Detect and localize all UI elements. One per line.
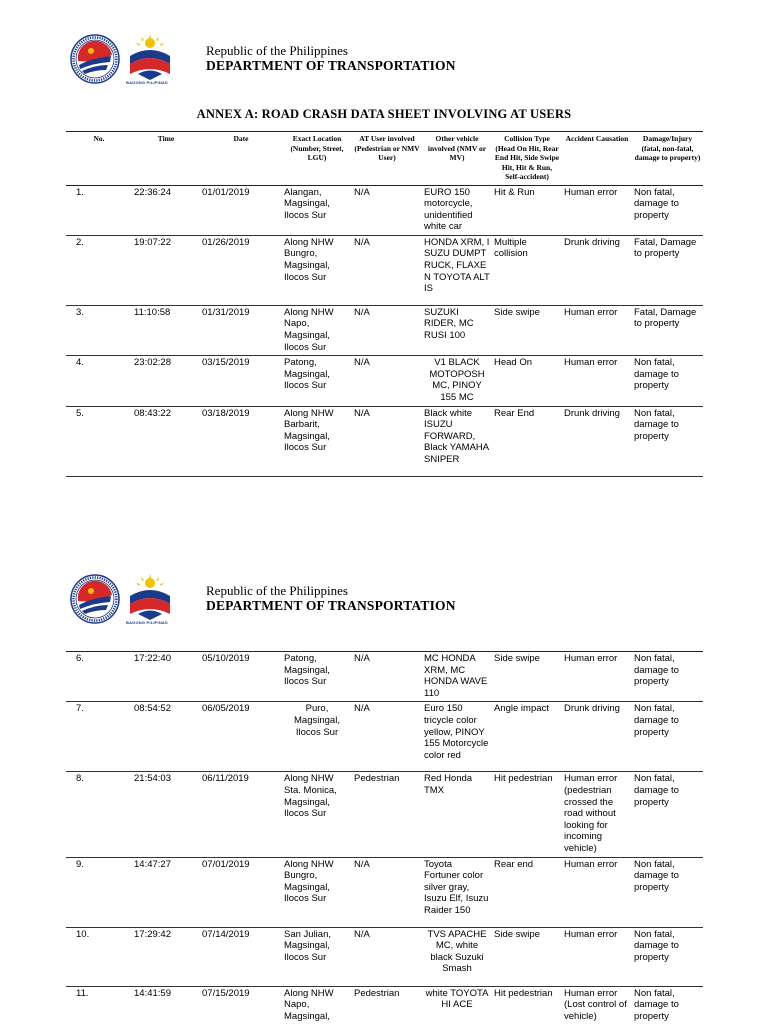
cell-causation: Human error (pedestrian crossed the road without looking for incoming vehicle) <box>562 772 632 857</box>
logo-caption: BAGONG PILIPINAS <box>126 620 168 625</box>
cell-date: 07/15/2019 <box>200 986 282 1024</box>
cell-damage: Fatal, Damage to property <box>632 305 703 355</box>
cell-date: 07/14/2019 <box>200 927 282 986</box>
cell-other-vehicle: Euro 150 tricycle color yellow, PINOY 155 Motorcycle color red <box>422 702 492 772</box>
cell-no: 11. <box>66 986 132 1024</box>
cell-date: 07/01/2019 <box>200 857 282 927</box>
document-title: ANNEX A: ROAD CRASH DATA SHEET INVOLVING AT USERS <box>196 107 572 121</box>
crash-data-table <box>66 131 703 477</box>
cell-damage: Non fatal, damage to property <box>632 986 703 1024</box>
cell-collision: Head On <box>492 356 562 406</box>
cell-other-vehicle: Red Honda TMX <box>422 772 492 857</box>
cell-other-vehicle: SUZUKI RIDER, MC RUSI 100 <box>422 305 492 355</box>
cell-at-user: N/A <box>352 235 422 305</box>
column-header: Other vehicle involved (NMV or MV) <box>422 132 492 186</box>
cell-no: 5. <box>66 406 132 476</box>
table-row <box>66 185 703 235</box>
table-row <box>66 772 703 857</box>
cell-location: Along NHW Napo, Magsingal, Ilocos Sur <box>282 305 352 355</box>
cell-at-user: N/A <box>352 185 422 235</box>
cell-location: San Julian, Magsingal, Ilocos Sur <box>282 927 352 986</box>
cell-no: 10. <box>66 927 132 986</box>
page-header <box>70 574 490 638</box>
cell-time: 17:22:40 <box>132 652 200 702</box>
cell-causation: Human error <box>562 305 632 355</box>
cell-other-vehicle: EURO 150 motorcycle, unidentified white car <box>422 185 492 235</box>
table-row <box>66 857 703 927</box>
header-text <box>206 583 456 614</box>
cell-collision: Angle impact <box>492 702 562 772</box>
dotr-seal-icon <box>70 574 120 624</box>
cell-date: 05/10/2019 <box>200 652 282 702</box>
cell-no: 3. <box>66 305 132 355</box>
dotr-seal-icon <box>70 34 120 84</box>
header-text <box>206 43 456 74</box>
cell-time: 17:29:42 <box>132 927 200 986</box>
cell-causation: Drunk driving <box>562 235 632 305</box>
column-header: Date <box>200 132 282 186</box>
department-heading: DEPARTMENT OF TRANSPORTATION <box>206 598 456 613</box>
republic-heading: Republic of the Philippines <box>206 583 348 598</box>
cell-damage: Fatal, Damage to property <box>632 235 703 305</box>
cell-at-user: N/A <box>352 356 422 406</box>
cell-other-vehicle: V1 BLACK MOTOPOSH MC, PINOY 155 MC <box>422 356 492 406</box>
cell-damage: Non fatal, damage to property <box>632 927 703 986</box>
cell-at-user: N/A <box>352 652 422 702</box>
cell-collision: Side swipe <box>492 305 562 355</box>
cell-time: 22:36:24 <box>132 185 200 235</box>
cell-time: 08:54:52 <box>132 702 200 772</box>
table-row <box>66 305 703 355</box>
cell-damage: Non fatal, damage to property <box>632 652 703 702</box>
cell-causation: Human error <box>562 356 632 406</box>
cell-time: 14:41:59 <box>132 986 200 1024</box>
cell-time: 23:02:28 <box>132 356 200 406</box>
bagong-pilipinas-logo-icon <box>124 574 176 626</box>
cell-other-vehicle: MC HONDA XRM, MC HONDA WAVE 110 <box>422 652 492 702</box>
cell-damage: Non fatal, damage to property <box>632 702 703 772</box>
logo-caption: BAGONG PILIPINAS <box>126 80 168 85</box>
cell-no: 6. <box>66 652 132 702</box>
table-row <box>66 235 703 305</box>
cell-time: 11:10:58 <box>132 305 200 355</box>
cell-at-user: Pedestrian <box>352 986 422 1024</box>
cell-at-user: N/A <box>352 305 422 355</box>
cell-other-vehicle: white TOYOTA HI ACE <box>422 986 492 1024</box>
cell-causation: Human error <box>562 185 632 235</box>
column-header: Accident Causation <box>562 132 632 186</box>
cell-collision: Hit & Run <box>492 185 562 235</box>
cell-no: 4. <box>66 356 132 406</box>
cell-causation: Human error (Lost control of vehicle) <box>562 986 632 1024</box>
cell-damage: Non fatal, damage to property <box>632 406 703 476</box>
cell-no: 7. <box>66 702 132 772</box>
cell-date: 01/26/2019 <box>200 235 282 305</box>
cell-collision: Side swipe <box>492 652 562 702</box>
table-row <box>66 406 703 476</box>
cell-location: Patong, Magsingal, Ilocos Sur <box>282 652 352 702</box>
table-row <box>66 986 703 1024</box>
cell-no: 9. <box>66 857 132 927</box>
cell-collision: Multiple collision <box>492 235 562 305</box>
cell-location: Along NHW Bungro, Magsingal, Ilocos Sur <box>282 235 352 305</box>
page-header <box>70 34 490 98</box>
cell-other-vehicle: HONDA XRM, ISUZU DUMPTRUCK, FLAXEN TOYOTA ALTIS <box>422 235 492 305</box>
cell-at-user: N/A <box>352 857 422 927</box>
cell-location: Puro, Magsingal, Ilocos Sur <box>282 702 352 772</box>
cell-damage: Non fatal, damage to property <box>632 185 703 235</box>
cell-damage: Non fatal, damage to property <box>632 857 703 927</box>
cell-other-vehicle: Toyota Fortuner color silver gray, Isuzu Elf, Isuzu Raider 150 <box>422 857 492 927</box>
cell-causation: Human error <box>562 652 632 702</box>
cell-other-vehicle: TVS APACHE MC, white black Suzuki Smash <box>422 927 492 986</box>
cell-no: 8. <box>66 772 132 857</box>
cell-date: 03/15/2019 <box>200 356 282 406</box>
table-row <box>66 652 703 702</box>
cell-causation: Human error <box>562 927 632 986</box>
cell-collision: Rear End <box>492 406 562 476</box>
cell-location: Along NHW Sta. Monica, Magsingal, Ilocos Sur <box>282 772 352 857</box>
cell-time: 19:07:22 <box>132 235 200 305</box>
cell-time: 08:43:22 <box>132 406 200 476</box>
cell-location: Along NHW Barbarit, Magsingal, Ilocos Sur <box>282 406 352 476</box>
cell-at-user: Pedestrian <box>352 772 422 857</box>
cell-time: 21:54:03 <box>132 772 200 857</box>
table-row <box>66 356 703 406</box>
cell-at-user: N/A <box>352 406 422 476</box>
cell-location: Along NHW Bungro, Magsingal, Ilocos Sur <box>282 857 352 927</box>
cell-causation: Drunk driving <box>562 406 632 476</box>
column-header: No. <box>66 132 132 186</box>
cell-damage: Non fatal, damage to property <box>632 772 703 857</box>
cell-at-user: N/A <box>352 927 422 986</box>
crash-data-table-continued <box>66 651 703 1024</box>
republic-heading: Republic of the Philippines <box>206 43 348 58</box>
cell-location: Alangan, Magsingal, Ilocos Sur <box>282 185 352 235</box>
cell-damage: Non fatal, damage to property <box>632 356 703 406</box>
cell-at-user: N/A <box>352 702 422 772</box>
column-header: Damage/Injury (fatal, non-fatal, damage to property) <box>632 132 703 186</box>
column-header: Exact Location (Number, Street, LGU) <box>282 132 352 186</box>
cell-no: 2. <box>66 235 132 305</box>
cell-collision: Side swipe <box>492 927 562 986</box>
column-header: AT User involved (Pedestrian or NMV User) <box>352 132 422 186</box>
cell-time: 14:47:27 <box>132 857 200 927</box>
department-heading: DEPARTMENT OF TRANSPORTATION <box>206 58 456 73</box>
cell-causation: Human error <box>562 857 632 927</box>
cell-collision: Hit pedestrian <box>492 772 562 857</box>
cell-other-vehicle: Black white ISUZU FORWARD, Black YAMAHA SNIPER <box>422 406 492 476</box>
table-row <box>66 702 703 772</box>
cell-no: 1. <box>66 185 132 235</box>
cell-date: 01/01/2019 <box>200 185 282 235</box>
cell-collision: Rear end <box>492 857 562 927</box>
cell-date: 06/05/2019 <box>200 702 282 772</box>
bagong-pilipinas-logo-icon <box>124 34 176 86</box>
column-header: Time <box>132 132 200 186</box>
cell-collision: Hit pedestrian <box>492 986 562 1024</box>
cell-causation: Drunk driving <box>562 702 632 772</box>
column-header: Collision Type (Head On Hit, Rear End Hit, Side Swipe Hit, Hit & Run, Self-accident) <box>492 132 562 186</box>
cell-location: Patong, Magsingal, Ilocos Sur <box>282 356 352 406</box>
cell-date: 03/18/2019 <box>200 406 282 476</box>
cell-location: Along NHW Napo, Magsingal, <box>282 986 352 1024</box>
table-row <box>66 927 703 986</box>
cell-date: 06/11/2019 <box>200 772 282 857</box>
cell-date: 01/31/2019 <box>200 305 282 355</box>
table-header-row <box>66 132 703 186</box>
